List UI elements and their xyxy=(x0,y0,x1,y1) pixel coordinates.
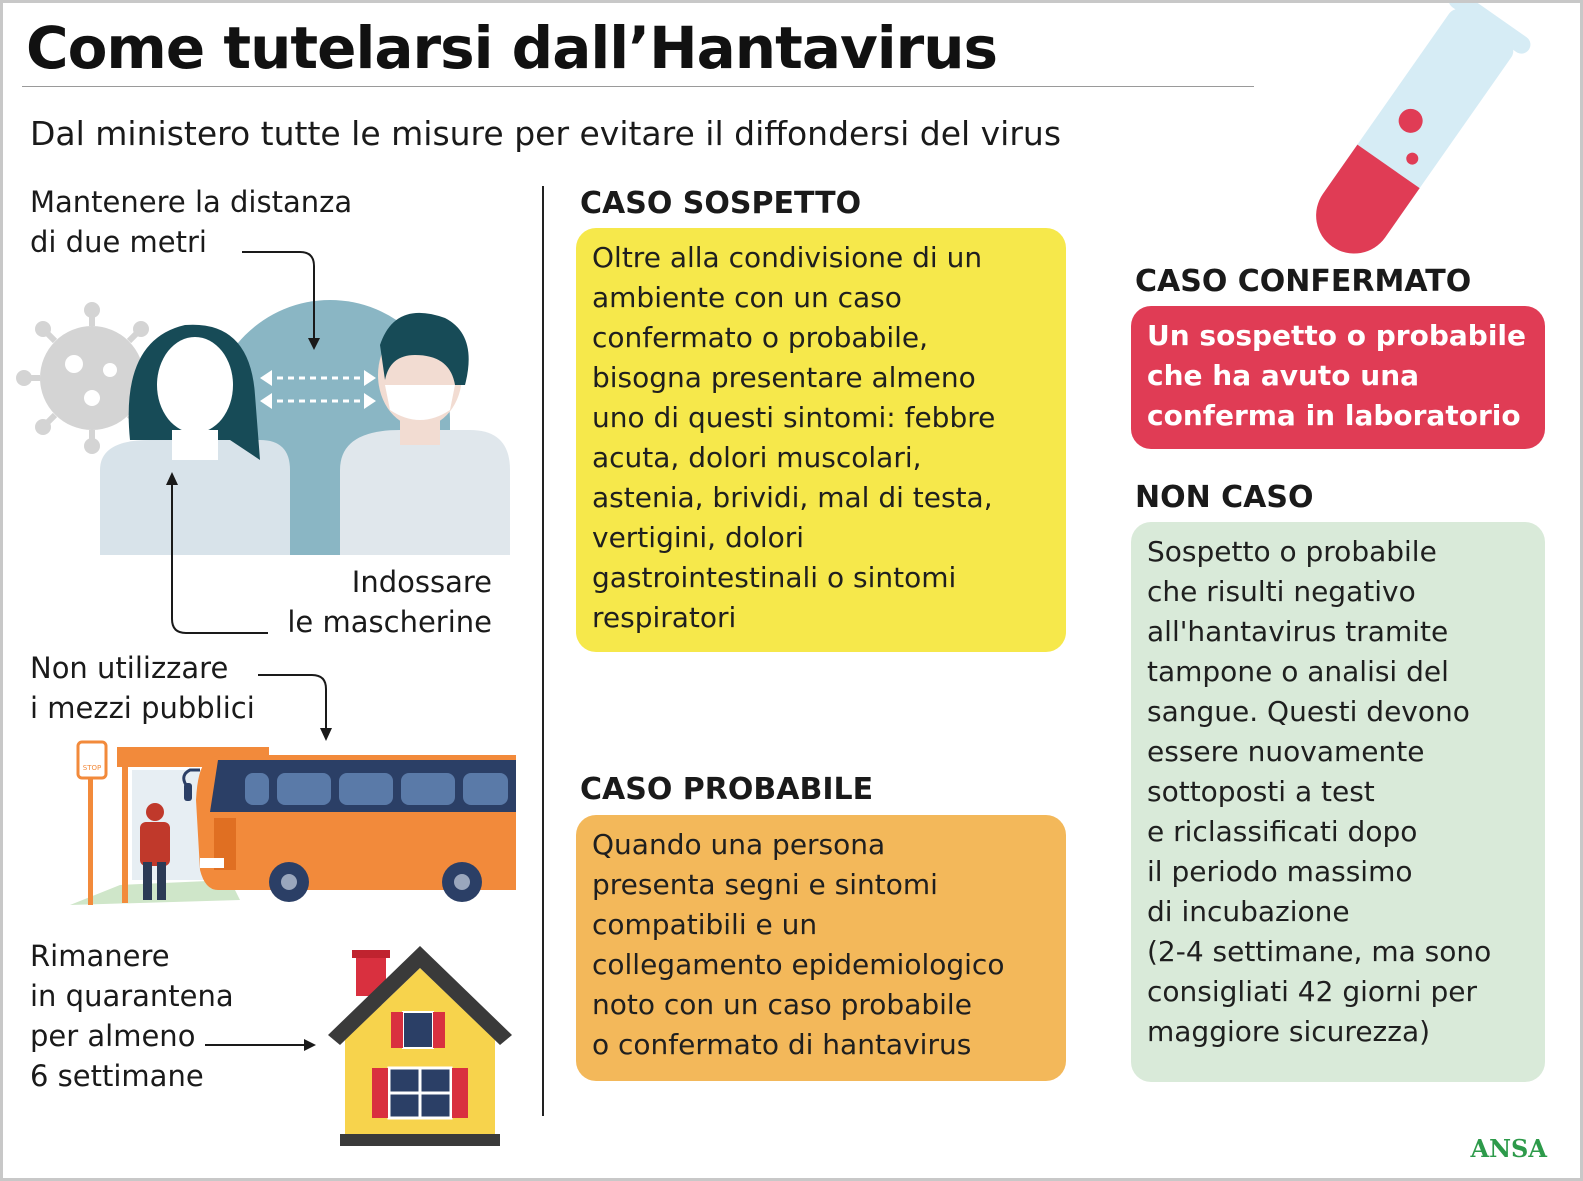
probable-case-line: compatibili e un xyxy=(592,908,818,941)
confirmed-case-line: Un sospetto o probabile xyxy=(1147,319,1527,352)
measure-distance xyxy=(30,182,352,262)
measure-quarantine-line: Rimanere xyxy=(30,939,170,973)
non-case-line: (2-4 settimane, ma sono xyxy=(1147,935,1492,968)
suspected-case-line: confermato o probabile, xyxy=(592,321,929,354)
suspected-case-line: bisogna presentare almeno xyxy=(592,361,976,394)
measure-masks-line: Indossare xyxy=(351,565,492,599)
confirmed-case-line: che ha avuto una xyxy=(1147,359,1420,392)
non-case-line: tampone o analisi del xyxy=(1147,655,1449,688)
page-title: Come tutelarsi dall’Hantavirus xyxy=(26,14,998,82)
probable-case-line: Quando una persona xyxy=(592,828,886,861)
probable-case-line: noto con un caso probabile xyxy=(592,988,972,1021)
measure-distance-line: Mantenere la distanza xyxy=(30,185,353,219)
non-case-line: sangue. Questi devono xyxy=(1147,695,1470,728)
measure-distance-line: di due metri xyxy=(30,225,207,259)
probable-case-line: presenta segni e sintomi xyxy=(592,868,938,901)
measure-quarantine-line: 6 settimane xyxy=(30,1059,204,1093)
non-case-line: all'hantavirus tramite xyxy=(1147,615,1449,648)
page-subtitle: Dal ministero tutte le misure per evitare il diffondersi del virus xyxy=(30,114,1062,153)
measure-quarantine xyxy=(30,936,234,1096)
probable-case-box xyxy=(576,815,1066,1081)
probable-case-line: collegamento epidemiologico xyxy=(592,948,1005,981)
measure-quarantine-line: per almeno xyxy=(30,1019,196,1053)
suspected-case-line: respiratori xyxy=(592,601,737,634)
probable-case-heading: CASO PROBABILE xyxy=(580,772,874,807)
test-tube-icon xyxy=(1293,0,1534,274)
suspected-case-line: vertigini, dolori xyxy=(592,521,805,554)
suspected-case-line: gastrointestinali o sintomi xyxy=(592,561,957,594)
column-divider xyxy=(542,186,544,1116)
measure-masks xyxy=(282,562,492,642)
non-case-line: di incubazione xyxy=(1147,895,1350,928)
house-illustration xyxy=(205,946,512,1146)
confirmed-case-box xyxy=(1131,306,1545,449)
suspected-case-line: ambiente con un caso xyxy=(592,281,902,314)
suspected-case-line: astenia, brividi, mal di testa, xyxy=(592,481,993,514)
non-case-line: il periodo massimo xyxy=(1147,855,1413,888)
non-case-box xyxy=(1131,522,1545,1082)
non-case-line: consigliati 42 giorni per xyxy=(1147,975,1477,1008)
measure-transport xyxy=(30,648,255,728)
non-case-line: maggiore sicurezza) xyxy=(1147,1015,1431,1048)
suspected-case-heading: CASO SOSPETTO xyxy=(580,186,862,221)
non-case-heading: NON CASO xyxy=(1135,480,1314,515)
confirmed-case-line: conferma in laboratorio xyxy=(1147,399,1521,432)
suspected-case-line: uno di questi sintomi: febbre xyxy=(592,401,996,434)
measure-transport-line: Non utilizzare xyxy=(30,651,229,685)
bus-stop-sign-text: STOP xyxy=(82,764,102,772)
non-case-line: essere nuovamente xyxy=(1147,735,1425,768)
non-case-line: e riclassificati dopo xyxy=(1147,815,1418,848)
measure-transport-line: i mezzi pubblici xyxy=(30,691,255,725)
measure-masks-line: le mascherine xyxy=(287,605,492,639)
non-case-line: sottoposti a test xyxy=(1147,775,1375,808)
suspected-case-line: Oltre alla condivisione di un xyxy=(592,241,983,274)
probable-case-line: o confermato di hantavirus xyxy=(592,1028,972,1061)
source-logo: ANSA xyxy=(1470,1134,1547,1163)
confirmed-case-heading: CASO CONFERMATO xyxy=(1135,264,1472,299)
measure-quarantine-line: in quarantena xyxy=(30,979,234,1013)
suspected-case-box xyxy=(576,228,1066,652)
suspected-case-line: acuta, dolori muscolari, xyxy=(592,441,922,474)
non-case-line: Sospetto o probabile xyxy=(1147,535,1437,568)
non-case-line: che risulti negativo xyxy=(1147,575,1416,608)
